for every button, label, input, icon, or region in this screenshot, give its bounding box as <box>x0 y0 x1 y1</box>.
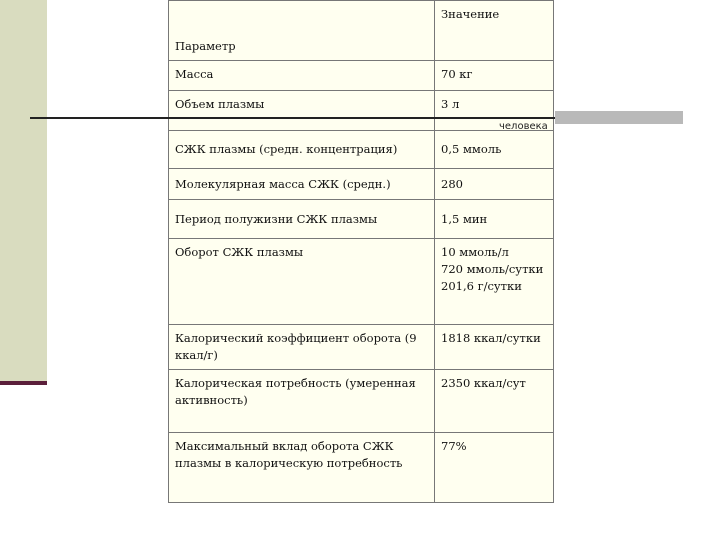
value-cell: 10 ммоль/л 720 ммоль/сутки 201,6 г/сутки <box>435 239 554 325</box>
table-row <box>169 325 554 370</box>
value-cell: 2350 ккал/сут <box>435 370 554 433</box>
value-cell: 0,5 ммоль <box>435 131 554 169</box>
value-cell: 70 кг <box>435 61 554 91</box>
param-cell: Объем плазмы <box>169 91 435 131</box>
side-decor-line <box>0 381 47 385</box>
table-row <box>169 91 554 131</box>
table-row <box>169 370 554 433</box>
table-row <box>169 433 554 503</box>
table-row <box>169 131 554 169</box>
table-row <box>169 239 554 325</box>
parameters-table <box>168 0 554 503</box>
param-cell: Оборот СЖК плазмы <box>169 239 435 325</box>
table-row <box>169 200 554 239</box>
table-row <box>169 61 554 91</box>
param-cell: Максимальный вклад оборота СЖК плазмы в калорическую потребность <box>169 433 435 503</box>
param-cell: Масса <box>169 61 435 91</box>
param-cell: Калорическая потребность (умеренная активность) <box>169 370 435 433</box>
value-cell: 280 <box>435 169 554 200</box>
caption-text: человека <box>499 121 548 132</box>
side-decor-band <box>0 0 47 381</box>
header-value-cell: Значение <box>435 1 554 61</box>
value-cell: 77% <box>435 433 554 503</box>
value-cell: 1818 ккал/сутки <box>435 325 554 370</box>
param-cell: Молекулярная масса СЖК (средн.) <box>169 169 435 200</box>
param-cell: СЖК плазмы (средн. концентрация) <box>169 131 435 169</box>
param-cell: Калорический коэффициент оборота (9 ккал/г) <box>169 325 435 370</box>
table-row <box>169 169 554 200</box>
header-param-cell: Параметр <box>169 1 435 61</box>
param-cell: Период полужизни СЖК плазмы <box>169 200 435 239</box>
table-header-row <box>169 1 554 61</box>
gray-bar <box>555 111 683 124</box>
value-cell: 3 л <box>435 91 554 131</box>
value-cell: 1,5 мин <box>435 200 554 239</box>
